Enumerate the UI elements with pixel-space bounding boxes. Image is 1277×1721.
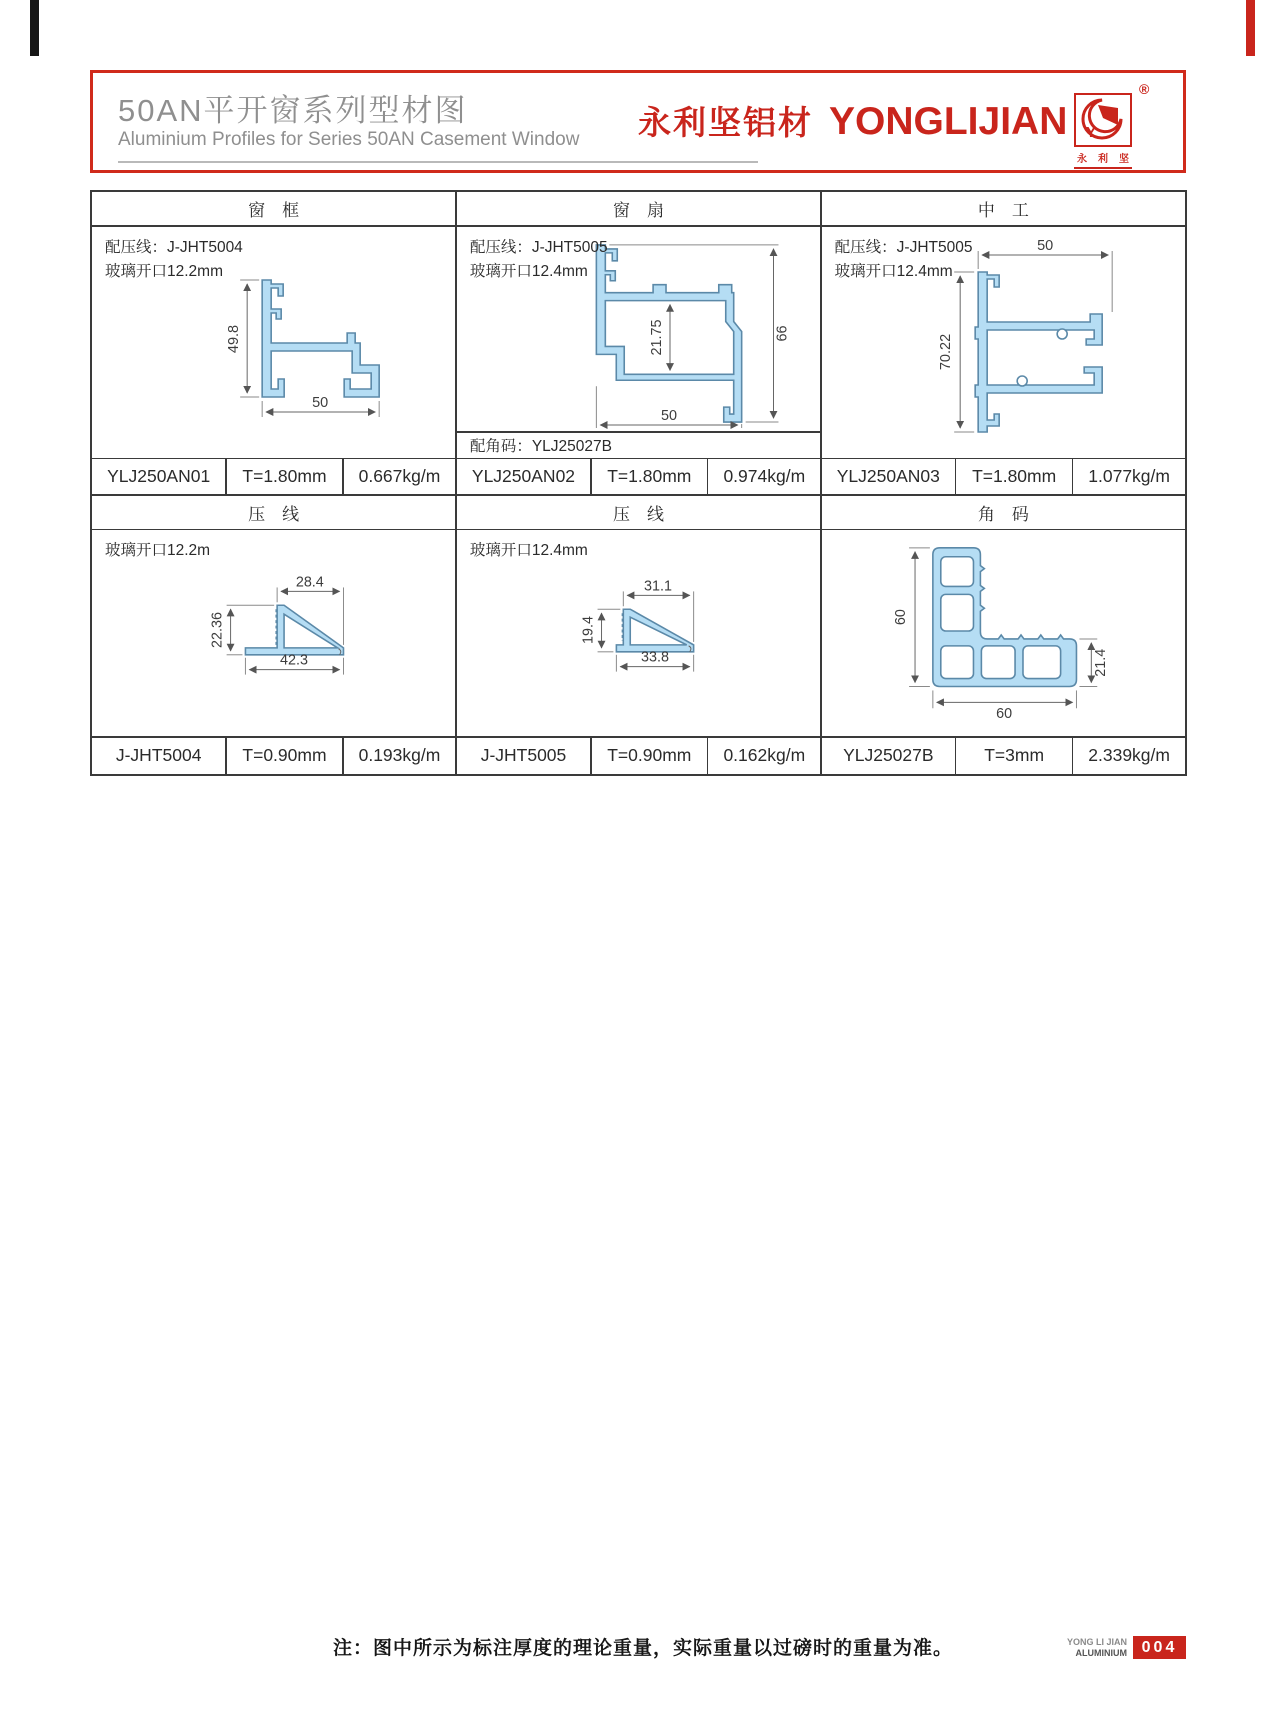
logo-underline bbox=[1074, 167, 1132, 169]
dim-label-bottom: 42.3 bbox=[279, 652, 308, 669]
panel-note-line: 玻璃开口12.4mm bbox=[469, 542, 588, 559]
dim-label-inner: 21.75 bbox=[648, 318, 665, 355]
info-row-frame bbox=[92, 459, 455, 494]
footer-brand-line2: ALUMINIUM bbox=[1075, 1647, 1127, 1658]
screw-port bbox=[1057, 329, 1067, 339]
footer-brand-line1: YONG LI JIAN bbox=[1066, 1637, 1127, 1647]
profile-outline bbox=[616, 609, 693, 652]
panel-note-line: 玻璃开口12.2mm bbox=[105, 262, 223, 280]
profiles-table bbox=[90, 190, 1187, 776]
dim-label-top: 28.4 bbox=[295, 574, 324, 591]
profile-outline bbox=[245, 605, 343, 655]
footer-brand bbox=[1035, 1637, 1127, 1659]
profile-thickness: T=1.80mm bbox=[592, 459, 707, 494]
dim-label-left: 22.36 bbox=[209, 612, 226, 648]
panel-header-mullion: 中 工 bbox=[822, 192, 1185, 225]
profile-code: J-JHT5005 bbox=[457, 738, 590, 774]
print-mark-red bbox=[1246, 0, 1255, 56]
profile-outline bbox=[975, 272, 1102, 432]
dim-label-width: 50 bbox=[660, 407, 677, 424]
cleat-hole bbox=[1023, 646, 1061, 679]
profile-code: YLJ250AN01 bbox=[92, 459, 225, 494]
cleat-hole bbox=[940, 557, 973, 587]
page-number-badge: 004 bbox=[1133, 1636, 1186, 1659]
panel-body-bead1 bbox=[92, 530, 455, 736]
print-mark-black bbox=[30, 0, 39, 56]
profile-weight: 0.974kg/m bbox=[708, 459, 820, 494]
corner-cleat-drawing bbox=[822, 530, 1185, 736]
page-subtitle: Aluminium Profiles for Series 50AN Casement Window bbox=[118, 129, 580, 150]
panel-note-line: 玻璃开口12.2m bbox=[105, 542, 211, 559]
dim-label-height: 66 bbox=[774, 324, 791, 341]
cleat-hole bbox=[981, 646, 1015, 679]
dim-label-width: 50 bbox=[312, 394, 329, 411]
panel-body-bead2 bbox=[457, 530, 820, 736]
profile-thickness: T=0.90mm bbox=[227, 738, 342, 774]
brand-lockup bbox=[638, 97, 1067, 144]
profile-thickness: T=0.90mm bbox=[592, 738, 707, 774]
dim-label-bottom: 60 bbox=[995, 706, 1012, 723]
panel-header-bead1: 压 线 bbox=[92, 496, 455, 529]
svg-text:Y: Y bbox=[1086, 124, 1097, 141]
profile-code: YLJ250AN03 bbox=[822, 459, 955, 494]
panel-note-line: 玻璃开口12.4mm bbox=[469, 262, 588, 280]
page-header bbox=[90, 70, 1186, 173]
brand-name-en: YONGLIJIAN bbox=[829, 100, 1068, 143]
cleat-hole bbox=[940, 594, 973, 631]
profile-weight: 0.667kg/m bbox=[344, 459, 456, 494]
panel-note bbox=[105, 539, 210, 563]
panel-note bbox=[105, 236, 243, 284]
swirl-logo-icon bbox=[1076, 95, 1129, 144]
profile-thickness: T=1.80mm bbox=[956, 459, 1071, 494]
dim-label-bottom: 33.8 bbox=[640, 649, 669, 666]
panel-note-line: 配压线：J-JHT5005 bbox=[834, 238, 973, 256]
profile-code: YLJ250AN02 bbox=[457, 459, 590, 494]
dim-label-height: 49.8 bbox=[226, 324, 243, 353]
registered-mark: ® bbox=[1139, 81, 1150, 97]
dim-label-top: 31.1 bbox=[643, 578, 672, 595]
profile-weight: 0.193kg/m bbox=[344, 738, 456, 774]
panel-body-mullion bbox=[822, 227, 1185, 458]
title-divider bbox=[118, 161, 758, 163]
panel-header-bead2: 压 线 bbox=[457, 496, 820, 529]
logo-caption bbox=[1074, 150, 1132, 165]
panel-body-corner bbox=[822, 530, 1185, 736]
brand-logo bbox=[1074, 93, 1132, 169]
footnote: 注：图中所示为标注厚度的理论重量，实际重量以过磅时的重量为准。 bbox=[333, 1638, 954, 1659]
dim-label-right: 21.4 bbox=[1092, 648, 1109, 677]
profile-code: YLJ25027B bbox=[822, 738, 955, 774]
panel-note-line: 配压线：J-JHT5004 bbox=[105, 238, 243, 256]
page-title: 50AN平开窗系列型材图 bbox=[118, 93, 468, 128]
profile-code: J-JHT5004 bbox=[92, 738, 225, 774]
cleat-hole bbox=[940, 646, 973, 679]
profile-thickness: T=3mm bbox=[956, 738, 1071, 774]
dim-label-left: 19.4 bbox=[580, 616, 597, 645]
corner-code-note: 配角码：YLJ25027B bbox=[457, 431, 820, 458]
panel-note-line: 配压线：J-JHT5005 bbox=[469, 238, 608, 256]
profile-weight: 0.162kg/m bbox=[708, 738, 820, 774]
panel-note bbox=[835, 236, 973, 284]
panel-header-frame: 窗 框 bbox=[92, 192, 455, 225]
logo-char: 利 bbox=[1098, 154, 1108, 165]
panel-body-sash bbox=[457, 227, 820, 458]
info-row-corner bbox=[822, 738, 1185, 774]
info-row-bead1 bbox=[92, 738, 455, 774]
dim-label-left: 60 bbox=[892, 609, 909, 626]
panel-note bbox=[470, 236, 608, 284]
info-row-bead2 bbox=[457, 738, 820, 774]
info-row-mullion bbox=[822, 459, 1185, 494]
brand-name-cn: 永利坚铝材 bbox=[638, 104, 813, 141]
profile-thickness: T=1.80mm bbox=[227, 459, 342, 494]
profile-weight: 2.339kg/m bbox=[1073, 738, 1185, 774]
logo-char: 永 bbox=[1077, 154, 1087, 165]
panel-header-corner: 角 码 bbox=[822, 496, 1185, 529]
brand-logo-icon bbox=[1074, 93, 1132, 147]
panel-body-frame bbox=[92, 227, 455, 458]
info-row-sash bbox=[457, 459, 820, 494]
panel-header-sash: 窗 扇 bbox=[457, 192, 820, 225]
profile-weight: 1.077kg/m bbox=[1073, 459, 1185, 494]
screw-port bbox=[1017, 376, 1027, 386]
panel-note-line: 玻璃开口12.4mm bbox=[834, 262, 953, 280]
profile-outline bbox=[596, 244, 741, 421]
logo-char: 坚 bbox=[1119, 154, 1129, 165]
dim-label-width: 50 bbox=[1036, 237, 1053, 254]
profile-outline bbox=[262, 280, 379, 397]
panel-note bbox=[470, 539, 588, 563]
dim-label-height: 70.22 bbox=[937, 333, 954, 370]
